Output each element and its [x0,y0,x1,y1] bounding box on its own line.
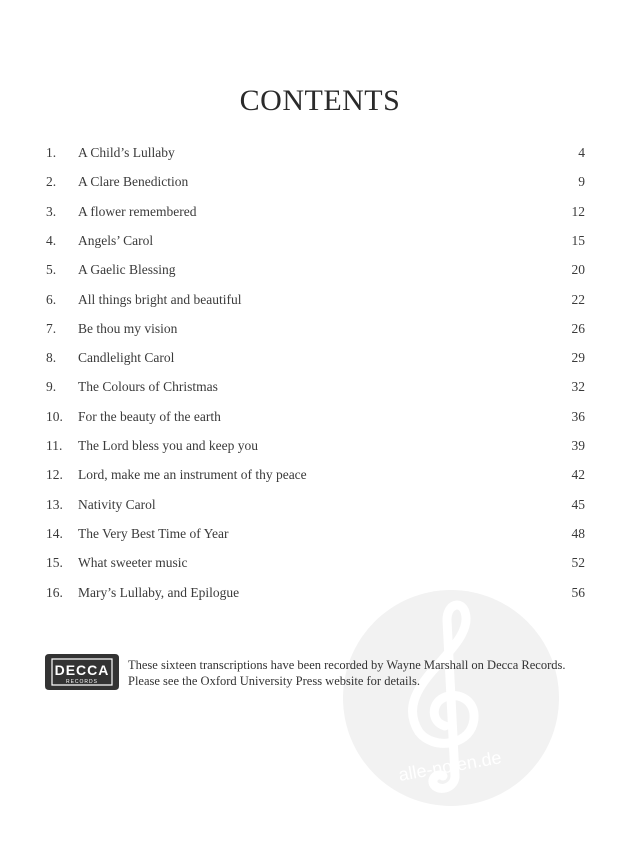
contents-entry [0,226,640,255]
entry-number: 13. [46,496,63,512]
entry-number: 11. [46,438,63,453]
entry-number: 6. [46,291,57,307]
recording-note-line-2: Please see the Oxford University Press website for details. [128,674,420,688]
contents-entry [0,519,640,548]
entry-number: 8. [46,350,57,366]
entry-number: 4. [46,232,57,248]
contents-entry [0,372,640,401]
entry-page-number: 56 [571,584,585,600]
entry-title: Nativity Carol [78,496,156,512]
entry-number: 16. [46,584,63,600]
contents-entry [0,431,640,460]
treble-clef-icon [343,590,559,806]
recording-note-line-1: These sixteen transcriptions have been recorded by Wayne Marshall on Decca Records. [128,658,566,672]
entry-page-number: 52 [571,555,585,571]
entry-page-number: 26 [571,320,585,336]
entry-page-number: 32 [571,379,585,395]
contents-entry [0,460,640,489]
entry-number: 9. [46,379,57,395]
watermark [343,590,559,806]
contents-entry [0,402,640,431]
entry-page-number: 15 [571,232,585,248]
entry-title: A Clare Benediction [78,174,189,190]
contents-entry [0,255,640,284]
decca-logo-name: DECCA [54,662,110,678]
entry-number: 15. [46,555,63,571]
entry-title: Candlelight Carol [78,350,175,366]
entry-number: 3. [46,203,57,219]
entry-number: 12. [46,467,63,483]
entry-title: A Gaelic Blessing [78,262,176,278]
entry-page-number: 9 [578,174,585,190]
entry-number: 2. [46,174,57,190]
decca-logo [43,652,121,692]
page-title: CONTENTS [239,84,401,117]
entry-page-number: 48 [571,525,585,541]
entry-page-number: 20 [571,262,585,278]
entry-title: The Colours of Christmas [78,379,218,395]
entry-number: 1. [46,145,57,160]
entry-title: All things bright and beautiful [78,291,242,307]
entry-page-number: 29 [571,350,585,366]
entry-title: A flower remembered [78,203,197,219]
entry-title: The Lord bless you and keep you [78,438,258,453]
entry-title: A Child’s Lullaby [78,145,175,160]
contents-entry [0,314,640,343]
entry-page-number: 36 [571,408,585,424]
entry-number: 7. [46,320,57,336]
entry-number: 5. [46,262,57,278]
entry-page-number: 45 [571,496,585,512]
entry-title: The Very Best Time of Year [78,525,229,541]
entry-title: Be thou my vision [78,320,178,336]
contents-entry [0,285,640,314]
entry-page-number: 4 [578,145,585,160]
entry-number: 10. [46,408,63,424]
entry-number: 14. [46,525,63,541]
entry-title: What sweeter music [78,555,188,571]
decca-logo-sub: RECORDS [65,679,99,685]
entry-page-number: 42 [571,467,585,483]
entry-title: Angels’ Carol [78,232,154,248]
contents-entry [0,138,640,167]
contents-entry [0,167,640,196]
recording-note [128,657,608,689]
contents-entry [0,548,640,577]
entry-page-number: 12 [571,203,585,219]
contents-entry [0,343,640,372]
entry-title: Lord, make me an instrument of thy peace [78,467,307,483]
entry-title: For the beauty of the earth [78,408,221,424]
watermark-text: alle-noten.de [396,747,503,785]
contents-entry [0,490,640,519]
contents-entry [0,197,640,226]
entry-title: Mary’s Lullaby, and Epilogue [78,584,240,600]
entry-page-number: 22 [571,291,585,307]
entry-page-number: 39 [571,438,585,453]
